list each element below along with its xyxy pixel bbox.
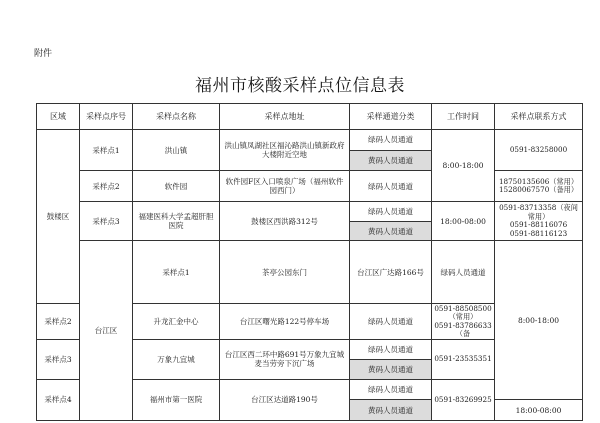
column-header: 采样通道分类	[350, 104, 432, 130]
site-contact	[495, 129, 583, 170]
site-name: 升龙汇金中心	[133, 304, 220, 340]
table-row	[37, 202, 583, 222]
channel-green: 绿码人员通道	[432, 241, 495, 304]
district-cell: 鼓楼区	[37, 129, 80, 303]
contact-line: 0591-83269925	[434, 394, 492, 404]
site-contact	[495, 171, 583, 202]
column-header: 采样点地址	[220, 104, 350, 130]
column-header: 区域	[37, 104, 80, 130]
site-number: 采样点3	[37, 340, 80, 379]
site-address: 洪山镇凤湖社区福沁路洪山镇新政府大楼附近空地	[220, 129, 350, 170]
site-contact	[432, 340, 495, 379]
channel-yellow: 黄码人员通道	[350, 150, 432, 171]
contact-line: 0591-88116076	[509, 220, 568, 230]
attachment-label: 附件	[34, 49, 53, 59]
work-time: 8:00-18:00	[495, 241, 583, 400]
contact-line: 0591-83258000	[509, 144, 568, 154]
sampling-site-table	[36, 103, 583, 421]
work-time: 8:00-18:00	[432, 129, 495, 201]
work-time: 18:00-08:00	[495, 400, 583, 421]
channel-yellow: 黄码人员通道	[350, 359, 432, 379]
district-cell: 台江区	[80, 241, 133, 421]
contact-line: 0591-88116123	[509, 228, 568, 238]
site-name: 福州市第一医院	[133, 379, 220, 420]
table-row	[37, 241, 583, 304]
site-name: 茶亭公园东门	[220, 241, 350, 304]
site-address: 软件园F区入口喷泉广场（福州软件园西门）	[220, 171, 350, 202]
site-number: 采样点1	[80, 129, 133, 170]
site-number: 采样点3	[80, 202, 133, 241]
table-header-row	[37, 104, 583, 130]
contact-line: 18750135606（常用）	[498, 176, 579, 186]
contact-line: 0591-83713358（夜间常用）	[499, 203, 578, 221]
site-address: 鼓楼区西洪路312号	[220, 202, 350, 241]
column-header: 工作时间	[432, 104, 495, 130]
site-address: 台江区西二环中路691号万象九宜城麦当劳旁下沉广场	[220, 340, 350, 379]
contact-line: 15280067570（备用）	[498, 185, 579, 195]
table-row	[37, 171, 583, 202]
channel-green: 绿码人员通道	[350, 171, 432, 202]
site-number: 采样点2	[37, 304, 80, 340]
site-address: 台江区广达路166号	[350, 241, 432, 304]
column-header: 采样点名称	[133, 104, 220, 130]
table-row	[37, 129, 583, 150]
contact-line: 0591-88508500（常用）	[434, 303, 492, 322]
site-name: 洪山镇	[133, 129, 220, 170]
contact-line: 0591-83786633（备	[434, 320, 492, 339]
site-number: 采样点2	[80, 171, 133, 202]
site-number: 采样点1	[133, 241, 220, 304]
column-header: 采样点序号	[80, 104, 133, 130]
site-number: 采样点4	[37, 379, 80, 420]
site-address: 台江区达道路190号	[220, 379, 350, 420]
channel-green: 绿码人员通道	[350, 129, 432, 150]
channel-green: 绿码人员通道	[350, 340, 432, 360]
site-name: 万象九宜城	[133, 340, 220, 379]
site-address: 台江区曙光路122号停车场	[220, 304, 350, 340]
work-time: 18:00-08:00	[432, 202, 495, 241]
channel-green: 绿码人员通道	[350, 379, 432, 400]
site-contact	[495, 202, 583, 241]
page-title: 福州市核酸采样点位信息表	[195, 76, 405, 96]
site-name: 软件园	[133, 171, 220, 202]
contact-line: 0591-23535351	[434, 354, 492, 364]
site-contact	[432, 379, 495, 420]
channel-yellow: 黄码人员通道	[350, 400, 432, 421]
channel-green: 绿码人员通道	[350, 304, 432, 340]
column-header: 采样点联系方式	[495, 104, 583, 130]
site-contact	[432, 304, 495, 340]
site-name: 福建医科大学孟超肝胆医院	[133, 202, 220, 241]
channel-yellow: 黄码人员通道	[350, 221, 432, 241]
channel-green: 绿码人员通道	[350, 202, 432, 222]
